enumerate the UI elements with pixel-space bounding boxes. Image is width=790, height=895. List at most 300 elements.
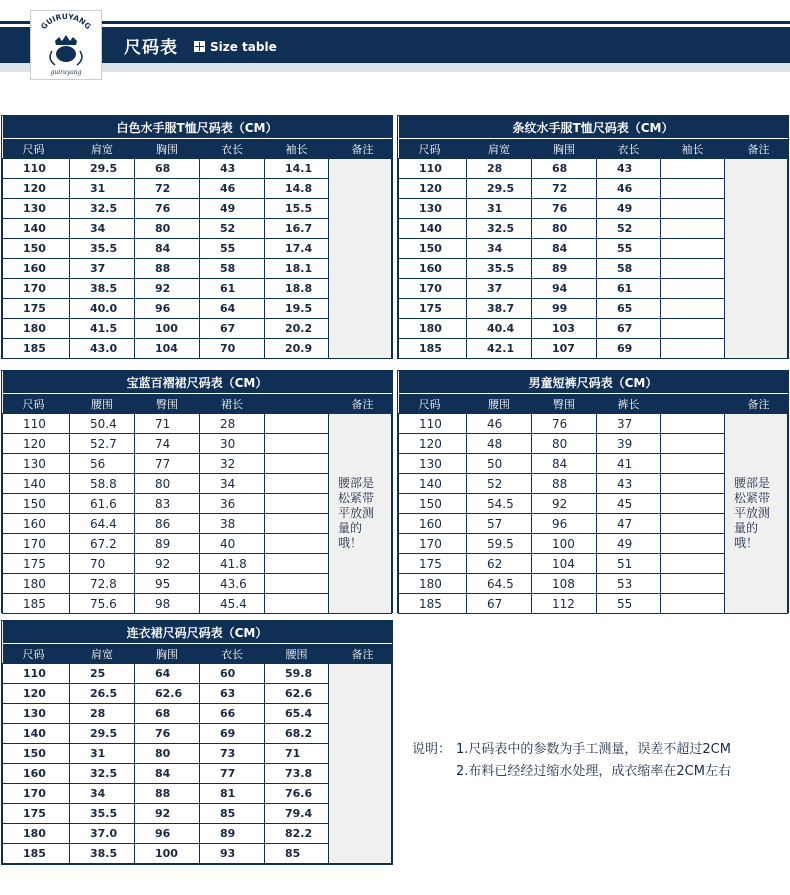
column-header: 备注 — [725, 394, 788, 414]
table-cell: 84 — [532, 239, 597, 259]
table-cell: 150 — [3, 239, 70, 259]
table-cell: 28 — [200, 414, 265, 434]
table-row — [3, 414, 392, 434]
column-header: 胸围 — [532, 139, 597, 159]
table-cell: 86 — [135, 514, 200, 534]
table-cell: 175 — [399, 299, 467, 319]
table-cell — [661, 414, 725, 434]
table-cell: 38.5 — [70, 844, 135, 864]
table-cell: 104 — [135, 339, 200, 359]
table-cell: 34 — [70, 219, 135, 239]
remarks-text: 腰部是松紧带平放测量的哦！ — [734, 476, 771, 550]
table-cell: 64.5 — [467, 574, 532, 594]
column-header: 袖长 — [265, 139, 329, 159]
table-cell: 43 — [597, 159, 661, 179]
table-cell — [265, 434, 329, 454]
table-cell: 95 — [135, 574, 200, 594]
table-cell — [661, 534, 725, 554]
table-cell: 46 — [597, 179, 661, 199]
table-cell: 150 — [399, 239, 467, 259]
table-cell: 175 — [3, 554, 70, 574]
table-cell: 130 — [3, 704, 70, 724]
table-cell: 94 — [532, 279, 597, 299]
table-cell — [661, 474, 725, 494]
size-table-boys-shorts — [397, 370, 789, 613]
table-cell: 99 — [532, 299, 597, 319]
table-cell — [661, 199, 725, 219]
table-cell: 28 — [467, 159, 532, 179]
table-cell: 60 — [200, 664, 265, 684]
table-cell: 45 — [597, 494, 661, 514]
table-cell: 104 — [532, 554, 597, 574]
table-cell: 66 — [200, 704, 265, 724]
table-cell: 89 — [135, 534, 200, 554]
table-cell: 185 — [399, 594, 467, 614]
size-table-pleated-skirt — [1, 370, 393, 613]
table-cell: 170 — [3, 279, 70, 299]
table-cell — [661, 159, 725, 179]
table-cell: 170 — [399, 534, 467, 554]
table-cell: 30 — [200, 434, 265, 454]
table-cell: 100 — [135, 844, 200, 864]
remarks-cell — [329, 159, 392, 359]
page-title: 尺码表 — [124, 38, 178, 58]
table-cell: 52 — [200, 219, 265, 239]
table-cell — [265, 494, 329, 514]
table-cell: 29.5 — [70, 724, 135, 744]
column-header: 臀围 — [135, 394, 200, 414]
column-header: 尺码 — [3, 644, 70, 664]
column-header: 备注 — [329, 394, 392, 414]
table-cell — [661, 179, 725, 199]
table-cell: 61.6 — [70, 494, 135, 514]
table-cell: 92 — [135, 279, 200, 299]
table-cell: 130 — [399, 454, 467, 474]
table-cell: 185 — [3, 339, 70, 359]
table-cell: 68.2 — [265, 724, 329, 744]
table-cell: 35.5 — [467, 259, 532, 279]
table-cell: 140 — [399, 474, 467, 494]
table-cell: 160 — [399, 259, 467, 279]
table-cell: 18.8 — [265, 279, 329, 299]
table-cell: 68 — [532, 159, 597, 179]
table-cell: 46 — [200, 179, 265, 199]
table-cell — [661, 594, 725, 614]
table-cell: 62 — [467, 554, 532, 574]
table-cell: 41 — [597, 454, 661, 474]
table-cell: 46 — [467, 414, 532, 434]
column-header: 尺码 — [399, 139, 467, 159]
size-table-striped-sailor-tshirt — [397, 115, 789, 359]
table-cell: 61 — [597, 279, 661, 299]
table-cell: 82.2 — [265, 824, 329, 844]
table-cell: 52.7 — [70, 434, 135, 454]
table-cell: 70 — [70, 554, 135, 574]
table-title: 白色水手服T恤尺码表（CM） — [3, 116, 392, 139]
size-table-white-sailor-tshirt — [1, 115, 393, 359]
table-cell: 43 — [597, 474, 661, 494]
table-cell: 49 — [200, 199, 265, 219]
table-cell: 61 — [200, 279, 265, 299]
table-cell: 112 — [532, 594, 597, 614]
table-cell: 107 — [532, 339, 597, 359]
table-cell: 130 — [399, 199, 467, 219]
table-cell: 120 — [3, 434, 70, 454]
table-cell — [265, 574, 329, 594]
table-cell: 69 — [597, 339, 661, 359]
table-cell: 160 — [3, 259, 70, 279]
table-cell: 58 — [200, 259, 265, 279]
table-cell: 110 — [3, 414, 70, 434]
table-cell: 92 — [135, 804, 200, 824]
table-cell: 76 — [532, 414, 597, 434]
table-title: 条纹水手服T恤尺码表（CM） — [399, 116, 788, 139]
table-cell: 130 — [3, 199, 70, 219]
table-cell: 16.7 — [265, 219, 329, 239]
column-header: 尺码 — [3, 394, 70, 414]
table-cell: 64 — [135, 664, 200, 684]
table-cell: 48 — [467, 434, 532, 454]
table-cell: 20.2 — [265, 319, 329, 339]
table-cell: 170 — [399, 279, 467, 299]
table-cell — [661, 574, 725, 594]
table-cell: 34 — [70, 784, 135, 804]
column-header: 尺码 — [399, 394, 467, 414]
table-cell: 170 — [3, 784, 70, 804]
table-cell: 80 — [135, 219, 200, 239]
table-cell: 40.4 — [467, 319, 532, 339]
table-cell: 89 — [532, 259, 597, 279]
table-cell: 100 — [135, 319, 200, 339]
table-cell: 80 — [135, 744, 200, 764]
table-row — [399, 414, 788, 434]
remarks-cell — [329, 664, 392, 864]
table-cell: 160 — [399, 514, 467, 534]
column-header: 衣长 — [597, 139, 661, 159]
table-cell: 103 — [532, 319, 597, 339]
table-cell: 140 — [3, 219, 70, 239]
table-cell: 110 — [399, 159, 467, 179]
table-cell: 120 — [399, 434, 467, 454]
column-header: 衣长 — [200, 644, 265, 664]
header-light-band — [0, 63, 790, 72]
table-cell: 175 — [3, 804, 70, 824]
table-cell — [661, 514, 725, 534]
table-cell — [661, 494, 725, 514]
svg-text:GUIRUYANG: GUIRUYANG — [39, 11, 93, 32]
table-cell: 59.5 — [467, 534, 532, 554]
table-cell: 76.6 — [265, 784, 329, 804]
table-cell: 38.7 — [467, 299, 532, 319]
column-header — [661, 394, 725, 414]
table-cell: 34 — [467, 239, 532, 259]
table-cell: 130 — [3, 454, 70, 474]
table-cell: 67 — [200, 319, 265, 339]
table-cell: 50.4 — [70, 414, 135, 434]
table-cell: 160 — [3, 514, 70, 534]
table-cell: 54.5 — [467, 494, 532, 514]
table-cell: 80 — [532, 434, 597, 454]
table-cell: 84 — [135, 239, 200, 259]
table-cell: 40 — [200, 534, 265, 554]
table-cell — [661, 259, 725, 279]
table-cell: 88 — [532, 474, 597, 494]
table-cell: 185 — [3, 844, 70, 864]
brand-logo — [30, 10, 102, 80]
table-cell: 34 — [200, 474, 265, 494]
table-cell: 83 — [135, 494, 200, 514]
table-cell: 18.1 — [265, 259, 329, 279]
table-cell: 110 — [3, 664, 70, 684]
table-cell: 150 — [399, 494, 467, 514]
table-cell: 185 — [399, 339, 467, 359]
table-cell: 69 — [200, 724, 265, 744]
column-header: 肩宽 — [70, 644, 135, 664]
table-cell — [265, 594, 329, 614]
table-cell: 76 — [135, 199, 200, 219]
table-cell: 25 — [70, 664, 135, 684]
explanation-line-2: 2.布料已经经过缩水处理，成衣缩率在2CM左右 — [456, 764, 731, 779]
table-cell — [265, 474, 329, 494]
table-cell: 96 — [532, 514, 597, 534]
table-cell: 80 — [135, 474, 200, 494]
column-header: 备注 — [725, 139, 788, 159]
column-header: 尺码 — [3, 139, 70, 159]
table-cell: 77 — [135, 454, 200, 474]
table-cell: 41.5 — [70, 319, 135, 339]
table-cell: 73.8 — [265, 764, 329, 784]
table-cell — [661, 339, 725, 359]
column-header: 腰围 — [70, 394, 135, 414]
table-cell: 175 — [3, 299, 70, 319]
table-cell: 32 — [200, 454, 265, 474]
table-cell: 72 — [532, 179, 597, 199]
table-cell: 81 — [200, 784, 265, 804]
table-cell — [265, 534, 329, 554]
table-cell: 52 — [467, 474, 532, 494]
table-row — [3, 159, 392, 179]
table-cell: 140 — [399, 219, 467, 239]
table-cell: 108 — [532, 574, 597, 594]
column-header: 衣长 — [200, 139, 265, 159]
table-cell — [661, 299, 725, 319]
table-cell: 49 — [597, 199, 661, 219]
table-cell: 63 — [200, 684, 265, 704]
plus-square-icon — [194, 41, 205, 52]
table-cell — [265, 414, 329, 434]
header-top-rule — [0, 21, 790, 24]
table-cell — [265, 514, 329, 534]
table-cell: 180 — [399, 319, 467, 339]
table-cell: 71 — [135, 414, 200, 434]
table-cell: 38.5 — [70, 279, 135, 299]
table-cell: 29.5 — [467, 179, 532, 199]
table-cell: 80 — [532, 219, 597, 239]
table-cell: 28 — [70, 704, 135, 724]
table-cell: 92 — [135, 554, 200, 574]
table-cell: 56 — [70, 454, 135, 474]
table-title: 男童短裤尺码表（CM） — [399, 371, 788, 394]
table-cell: 32.5 — [467, 219, 532, 239]
table-cell: 150 — [3, 494, 70, 514]
table-title: 宝蓝百褶裙尺码表（CM） — [3, 371, 392, 394]
table-cell: 120 — [399, 179, 467, 199]
crest-icon — [31, 11, 101, 79]
table-cell: 74 — [135, 434, 200, 454]
table-cell: 26.5 — [70, 684, 135, 704]
table-cell: 35.5 — [70, 804, 135, 824]
table-row — [399, 159, 788, 179]
table-cell: 20.9 — [265, 339, 329, 359]
table-cell: 71 — [265, 744, 329, 764]
table-cell: 72.8 — [70, 574, 135, 594]
table-cell: 88 — [135, 784, 200, 804]
table-cell: 140 — [3, 724, 70, 744]
table-cell: 110 — [399, 414, 467, 434]
table-cell: 93 — [200, 844, 265, 864]
table-cell: 67 — [467, 594, 532, 614]
table-cell — [661, 279, 725, 299]
table-cell: 100 — [532, 534, 597, 554]
table-cell: 76 — [135, 724, 200, 744]
table-cell: 77 — [200, 764, 265, 784]
table-cell: 55 — [597, 594, 661, 614]
table-cell: 110 — [3, 159, 70, 179]
table-cell: 68 — [135, 159, 200, 179]
table-cell: 65 — [597, 299, 661, 319]
table-cell: 15.5 — [265, 199, 329, 219]
column-header: 备注 — [329, 139, 392, 159]
table-cell: 64.4 — [70, 514, 135, 534]
column-header: 袖长 — [661, 139, 725, 159]
column-header: 腰围 — [467, 394, 532, 414]
table-cell — [661, 434, 725, 454]
column-header: 腰围 — [265, 644, 329, 664]
table-cell: 59.8 — [265, 664, 329, 684]
table-cell: 57 — [467, 514, 532, 534]
column-header: 肩宽 — [70, 139, 135, 159]
table-cell: 160 — [3, 764, 70, 784]
explanation-notes — [412, 739, 731, 783]
table-cell: 180 — [399, 574, 467, 594]
column-header: 臀围 — [532, 394, 597, 414]
table-cell: 37 — [467, 279, 532, 299]
table-cell: 32.5 — [70, 764, 135, 784]
table-cell: 73 — [200, 744, 265, 764]
table-cell: 89 — [200, 824, 265, 844]
remarks-cell — [725, 414, 788, 614]
table-cell: 96 — [135, 299, 200, 319]
table-cell — [661, 319, 725, 339]
table-cell: 58 — [597, 259, 661, 279]
table-cell: 14.1 — [265, 159, 329, 179]
table-cell: 85 — [265, 844, 329, 864]
table-cell — [661, 454, 725, 474]
table-cell: 38 — [200, 514, 265, 534]
table-cell: 55 — [597, 239, 661, 259]
table-cell: 79.4 — [265, 804, 329, 824]
column-header: 肩宽 — [467, 139, 532, 159]
table-cell: 53 — [597, 574, 661, 594]
table-cell: 37.0 — [70, 824, 135, 844]
column-header: 胸围 — [135, 139, 200, 159]
table-cell: 85 — [200, 804, 265, 824]
table-cell: 120 — [3, 179, 70, 199]
table-cell: 37 — [70, 259, 135, 279]
table-cell: 52 — [597, 219, 661, 239]
table-cell: 47 — [597, 514, 661, 534]
table-cell — [265, 554, 329, 574]
table-cell: 175 — [399, 554, 467, 574]
table-cell: 14.8 — [265, 179, 329, 199]
table-cell: 50 — [467, 454, 532, 474]
table-cell: 32.5 — [70, 199, 135, 219]
table-cell: 31 — [70, 744, 135, 764]
size-table-dress — [1, 620, 393, 865]
table-cell: 39 — [597, 434, 661, 454]
remarks-cell — [329, 414, 392, 614]
table-cell: 43.6 — [200, 574, 265, 594]
table-cell: 43.0 — [70, 339, 135, 359]
table-cell: 41.8 — [200, 554, 265, 574]
table-cell: 120 — [3, 684, 70, 704]
table-cell: 84 — [532, 454, 597, 474]
table-cell: 68 — [135, 704, 200, 724]
table-cell — [265, 454, 329, 474]
table-cell: 150 — [3, 744, 70, 764]
explanation-line-1: 1.尺码表中的参数为手工测量，误差不超过2CM — [456, 742, 731, 757]
table-title: 连衣裙尺码尺码表（CM） — [3, 621, 392, 644]
table-cell: 40.0 — [70, 299, 135, 319]
remarks-text: 腰部是松紧带平放测量的哦！ — [338, 476, 375, 550]
table-cell: 75.6 — [70, 594, 135, 614]
table-cell: 49 — [597, 534, 661, 554]
table-cell: 140 — [3, 474, 70, 494]
table-row — [3, 664, 392, 684]
table-cell: 64 — [200, 299, 265, 319]
table-cell: 31 — [467, 199, 532, 219]
table-cell: 98 — [135, 594, 200, 614]
table-cell: 51 — [597, 554, 661, 574]
column-header: 裙长 — [200, 394, 265, 414]
table-cell: 67.2 — [70, 534, 135, 554]
table-cell: 62.6 — [265, 684, 329, 704]
table-cell: 185 — [3, 594, 70, 614]
table-cell: 35.5 — [70, 239, 135, 259]
column-header: 备注 — [329, 644, 392, 664]
table-cell: 72 — [135, 179, 200, 199]
column-header — [265, 394, 329, 414]
table-cell: 45.4 — [200, 594, 265, 614]
table-cell: 62.6 — [135, 684, 200, 704]
table-cell: 55 — [200, 239, 265, 259]
table-cell: 31 — [70, 179, 135, 199]
table-cell: 43 — [200, 159, 265, 179]
table-cell: 70 — [200, 339, 265, 359]
table-cell: 67 — [597, 319, 661, 339]
remarks-cell — [725, 159, 788, 359]
table-cell: 42.1 — [467, 339, 532, 359]
table-cell: 29.5 — [70, 159, 135, 179]
table-cell: 76 — [532, 199, 597, 219]
table-cell: 180 — [3, 574, 70, 594]
table-cell: 58.8 — [70, 474, 135, 494]
table-cell: 88 — [135, 259, 200, 279]
column-header: 裤长 — [597, 394, 661, 414]
table-cell: 84 — [135, 764, 200, 784]
table-cell: 180 — [3, 319, 70, 339]
table-cell: 17.4 — [265, 239, 329, 259]
